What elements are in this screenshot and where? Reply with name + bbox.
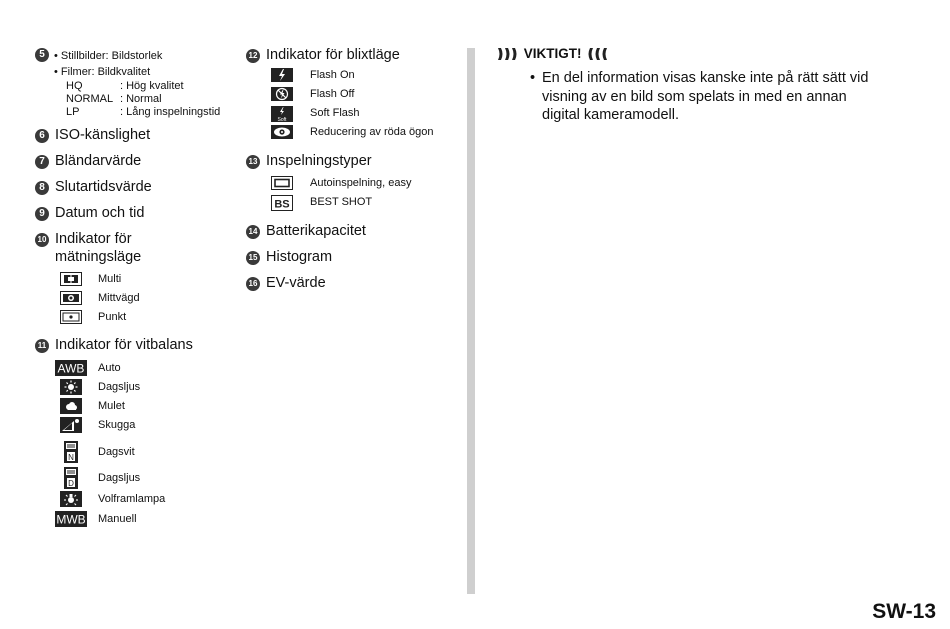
note-line: digital kameramodell. [542,107,680,123]
item-10 [35,230,132,248]
svg-text:AWB: AWB [57,361,85,376]
item-12-label: Indikator för blixtläge [266,47,400,63]
item-15-number: 15 [246,251,260,265]
recording-type-icon-list [271,175,471,213]
item-11-number: 11 [35,339,49,353]
item-9-label: Datum och tid [55,205,145,221]
page-number: SW-13 [872,600,936,623]
svg-text:Soft: Soft [277,117,287,122]
metering-label: Punkt [98,311,127,323]
quality-row [66,92,162,106]
item-15 [246,248,332,266]
white-balance-label: Manuell [98,513,137,525]
list-item [55,360,245,379]
soft-flash-icon [271,106,293,122]
svg-text:BS: BS [274,198,290,211]
metering-label: Multi [98,273,122,285]
awb-icon [55,360,87,376]
item-6 [35,126,150,144]
list-item [60,309,240,328]
item-16 [246,274,326,292]
note-line: visning av en bild som spelats in med en annan [542,88,847,105]
multi-metering-icon [60,272,82,286]
item-10-label-line-1: Indikator för [55,231,132,247]
item-6-number: 6 [35,129,49,143]
list-item [271,86,471,105]
list-item [271,194,471,213]
important-note [498,69,918,125]
item-9 [35,204,144,222]
svg-text:D: D [68,479,74,488]
item-7-label: Bländarvärde [55,153,142,169]
item-9-number: 9 [35,207,49,221]
item-10-line-2 [55,248,141,266]
item-8-number: 8 [35,181,49,195]
item-13-number: 13 [246,155,260,169]
metering-label: Mittvägd [98,292,140,304]
flash-label: Soft Flash [310,107,360,119]
fluorescent-n-icon [64,441,78,463]
item-13-label: Inspelningstyper [266,153,372,169]
red-eye-icon [271,125,293,139]
note-bullet: • [530,70,536,86]
flash-icon-list [271,67,471,143]
item-12 [246,46,400,64]
recording-type-label: Autoinspelning, easy [310,177,412,189]
item-5-number: 5 [35,48,49,62]
quality-row [66,105,220,119]
flash-label: Flash Off [310,88,355,100]
list-item [271,105,471,124]
item-16-number: 16 [246,277,260,291]
svg-text:MWB: MWB [56,512,86,527]
list-item [271,175,471,194]
list-item [55,467,245,491]
flash-label: Reducering av röda ögon [310,126,434,138]
item-5-bullet-2: • Filmer: Bildkvalitet [54,66,151,78]
list-item [60,290,240,309]
white-balance-icon-list [55,360,245,530]
item-16-label: EV-värde [266,275,326,291]
spot-metering-icon [60,310,82,324]
item-11-label: Indikator för vitbalans [55,337,193,353]
list-item [55,417,245,441]
white-balance-label: Auto [98,362,121,374]
quality-value: : Hög kvalitet [120,80,184,92]
list-item [271,124,471,143]
white-balance-label: Dagsvit [98,446,135,458]
white-balance-label: Dagsljus [98,381,141,393]
quality-value: : Lång inspelningstid [120,106,221,118]
white-balance-label: Mulet [98,400,125,412]
item-5-bullet-2-text: Filmer: Bildkvalitet [60,66,151,78]
center-weighted-icon [60,291,82,305]
item-10-label-line-2: mätningsläge [55,249,142,265]
item-5-bullet-1-text: Stillbilder: Bildstorlek [60,50,163,62]
flash-off-icon [271,87,293,101]
bulb-icon [60,491,82,507]
mwb-icon [55,511,87,527]
cloud-icon [60,398,82,414]
list-item [271,67,471,86]
arrows-right-icon [498,47,520,65]
list-item [55,441,245,467]
item-14 [246,222,366,240]
white-balance-label: Skugga [98,419,136,431]
item-5-bullet-1: • Stillbilder: Bildstorlek [54,50,163,62]
white-balance-label: Volframlampa [98,493,166,505]
auto-record-icon [271,176,293,190]
important-title: VIKTIGT! [523,46,582,61]
item-11 [35,336,193,354]
quality-value: : Normal [120,93,162,105]
quality-key: LP [66,106,80,118]
recording-type-label: BEST SHOT [310,196,373,208]
item-8-label: Slutartidsvärde [55,179,152,195]
item-10-number: 10 [35,233,49,247]
fluorescent-d-icon [64,467,78,489]
note-line: En del information visas kanske inte på rätt sätt vid [542,70,869,86]
item-6-label: ISO-känslighet [55,127,151,143]
white-balance-label: Dagsljus [98,472,141,484]
metering-icon-list [60,271,240,328]
best-shot-icon [271,195,293,211]
arrows-left-icon [585,47,607,65]
list-item [55,511,245,530]
list-item [55,491,245,511]
shade-icon [60,417,82,433]
list-item [55,379,245,398]
quality-row [66,79,184,93]
svg-text:N: N [68,453,74,462]
item-13 [246,152,372,170]
item-7 [35,152,141,170]
item-12-number: 12 [246,49,260,63]
quality-key: HQ [66,80,83,92]
flash-on-icon [271,68,293,82]
column-divider [467,48,475,594]
sun-icon [60,379,82,395]
list-item [55,398,245,417]
important-heading [498,45,918,63]
left-column [35,46,250,527]
flash-label: Flash On [310,69,355,81]
item-15-label: Histogram [266,249,333,265]
quality-key: NORMAL [66,93,114,105]
item-5 [35,46,250,120]
right-column [498,45,918,125]
list-item [60,271,240,290]
item-8 [35,178,152,196]
item-14-number: 14 [246,225,260,239]
item-7-number: 7 [35,155,49,169]
item-14-label: Batterikapacitet [266,223,366,239]
